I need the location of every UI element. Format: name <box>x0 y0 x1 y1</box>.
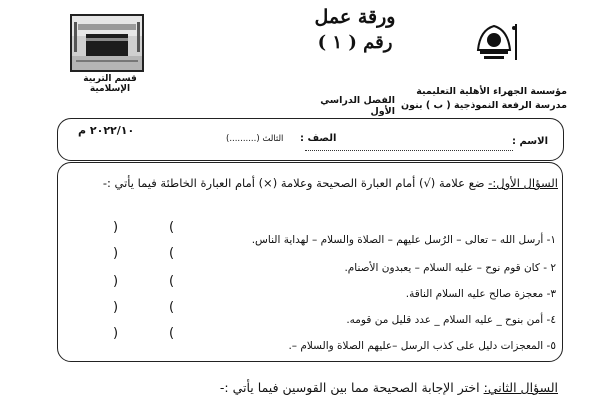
statement-3: ٣- معجزة صالح عليه السلام الناقة. <box>405 288 556 300</box>
question1-instruction: ضع علامة (√) أمام العبارة الصحيحة وعلامة (×) أمام العبارة الخاطئة فيما يأتي :- <box>102 176 489 190</box>
class-label: الصف : <box>300 133 337 144</box>
class-field[interactable]: الثالث (..........) <box>226 134 284 144</box>
paren-open: ) <box>113 246 119 261</box>
kaaba-image <box>70 14 144 72</box>
worksheet-number: رقم ( ١ ) <box>317 32 393 53</box>
statement-5: ٥- المعجزات دليل على كذب الرسل –عليهم الصلاة والسلام –. <box>288 340 556 352</box>
statement-2: ٢ - كان قوم نوح – عليه السلام – يعبدون الأصنام. <box>344 262 556 274</box>
name-label: الاسم : <box>511 136 548 147</box>
question1-prefix: السؤال الأول:- <box>488 176 558 190</box>
organization-block <box>392 85 567 113</box>
worksheet-title <box>300 4 410 56</box>
paren-close: ( <box>169 300 175 315</box>
title-text: ورقة عمل <box>314 6 396 28</box>
paren-close: ( <box>169 220 175 235</box>
name-field[interactable] <box>305 150 513 151</box>
paren-open: ) <box>113 274 119 289</box>
statement-4: ٤- أمن بنوح _ عليه السلام _ عدد قليل من قومه. <box>346 314 556 326</box>
question1-heading <box>38 176 558 190</box>
term-label: الفصل الدراسي الأول <box>320 95 395 117</box>
department-label: قسم التربية الإسلامية <box>83 74 137 94</box>
paren-close: ( <box>169 246 175 261</box>
school-name: مدرسة الرفعة النموذجية ( ب ) بنون <box>401 100 567 111</box>
question2-heading <box>38 380 558 395</box>
question2-instruction: اختر الإجابة الصحيحة مما بين القوسين فيما يأتي :- <box>219 380 484 395</box>
paren-open: ) <box>113 326 119 341</box>
question2-prefix: السؤال الثاني: <box>483 380 558 395</box>
paren-open: ) <box>113 300 119 315</box>
paren-close: ( <box>169 326 175 341</box>
date-label: ٢٠٢٢/١٠ م <box>78 124 135 137</box>
statement-1: ١- أرسل الله – تعالى – الرُسل عليهم – الصلاة والسلام – لهداية الناس. <box>251 234 556 246</box>
org-name: مؤسسة الجهراء الأهلية التعليمية <box>416 86 567 97</box>
paren-open: ) <box>113 220 119 235</box>
school-logo <box>470 20 518 66</box>
paren-close: ( <box>169 274 175 289</box>
